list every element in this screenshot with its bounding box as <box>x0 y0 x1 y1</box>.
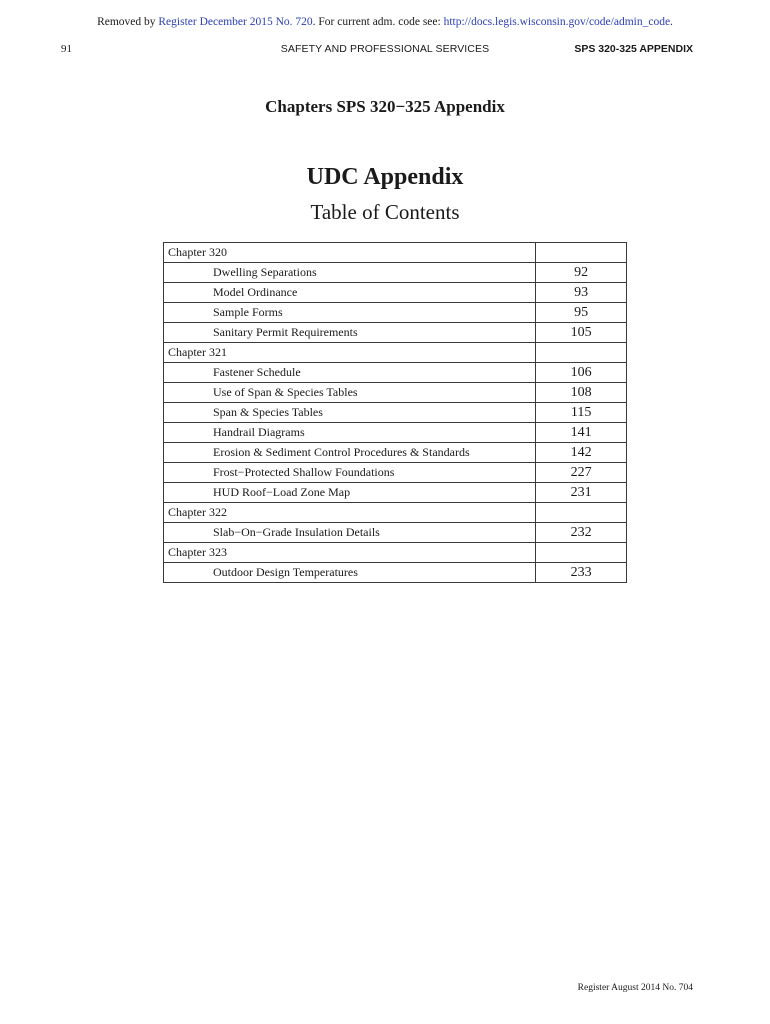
toc-label-cell <box>164 263 536 283</box>
toc-label-cell <box>164 363 536 383</box>
toc-entry-label: Slab−On−Grade Insulation Details <box>213 525 380 539</box>
toc-entry-label: Fastener Schedule <box>213 365 301 379</box>
toc-page-number: 108 <box>536 383 627 403</box>
toc-label-cell <box>164 303 536 323</box>
admin-code-url-link[interactable]: http://docs.legis.wisconsin.gov/code/admin_code <box>443 16 671 28</box>
toc-entry-row <box>164 303 627 323</box>
toc-entry-row <box>164 523 627 543</box>
removal-notice-suffix: . <box>670 16 673 28</box>
toc-entry-row <box>164 463 627 483</box>
toc-label-cell <box>164 423 536 443</box>
toc-entry-label: Use of Span & Species Tables <box>213 385 358 399</box>
toc-entry-label: Span & Species Tables <box>213 405 323 419</box>
toc-page-number: 95 <box>536 303 627 323</box>
section-tag: SPS 320-325 APPENDIX <box>574 43 693 55</box>
toc-label-cell <box>164 383 536 403</box>
toc-label-cell <box>164 243 536 263</box>
toc-chapter-row <box>164 503 627 523</box>
toc-entry-row <box>164 443 627 463</box>
toc-label-cell <box>164 323 536 343</box>
toc-page-number <box>536 503 627 523</box>
toc-chapter-row <box>164 343 627 363</box>
toc-page-number <box>536 243 627 263</box>
removal-notice <box>0 16 770 28</box>
chapter-label: Chapter 322 <box>168 505 227 519</box>
toc-page-number: 231 <box>536 483 627 503</box>
toc-entry-label: Sample Forms <box>213 305 283 319</box>
toc-label-cell <box>164 523 536 543</box>
toc-page-number <box>536 543 627 563</box>
removal-notice-middle: . For current adm. code see: <box>312 16 444 28</box>
toc-entry-row <box>164 363 627 383</box>
toc-page-number: 106 <box>536 363 627 383</box>
toc-page-number: 232 <box>536 523 627 543</box>
removal-notice-prefix: Removed by <box>97 16 159 28</box>
toc-entry-label: Handrail Diagrams <box>213 425 305 439</box>
toc-label-cell <box>164 503 536 523</box>
toc-entry-label: Outdoor Design Temperatures <box>213 565 358 579</box>
toc-chapter-row <box>164 543 627 563</box>
chapter-label: Chapter 321 <box>168 345 227 359</box>
toc-page-number: 105 <box>536 323 627 343</box>
toc-entry-label: Frost−Protected Shallow Foundations <box>213 465 395 479</box>
toc-entry-row <box>164 263 627 283</box>
toc-entry-row <box>164 483 627 503</box>
chapters-heading: Chapters SPS 320−325 Appendix <box>265 97 505 116</box>
toc-entry-row <box>164 383 627 403</box>
toc-label-cell <box>164 563 536 583</box>
toc-entry-row <box>164 283 627 303</box>
page-number: 91 <box>61 43 72 55</box>
toc-label-cell <box>164 483 536 503</box>
toc-page-number: 93 <box>536 283 627 303</box>
toc-chapter-row <box>164 243 627 263</box>
toc-entry-label: Sanitary Permit Requirements <box>213 325 358 339</box>
register-link[interactable]: Register December 2015 No. 720 <box>158 16 313 28</box>
toc-page-number: 92 <box>536 263 627 283</box>
toc-label-cell <box>164 283 536 303</box>
toc-entry-label: HUD Roof−Load Zone Map <box>213 485 351 499</box>
page-header <box>0 43 770 59</box>
toc-page-number: 227 <box>536 463 627 483</box>
toc-page-number: 141 <box>536 423 627 443</box>
chapter-label: Chapter 323 <box>168 545 227 559</box>
toc-entry-row <box>164 323 627 343</box>
toc-label-cell <box>164 403 536 423</box>
chapter-label: Chapter 320 <box>168 245 227 259</box>
toc-entry-row <box>164 403 627 423</box>
document-title: UDC Appendix <box>306 164 464 190</box>
toc-entry-label: Model Ordinance <box>213 285 298 299</box>
toc-page-number: 115 <box>536 403 627 423</box>
toc-entry-row <box>164 423 627 443</box>
document-subtitle: Table of Contents <box>310 200 460 224</box>
toc-label-cell <box>164 463 536 483</box>
toc-page-number <box>536 343 627 363</box>
toc-label-cell <box>164 543 536 563</box>
toc-entry-row <box>164 563 627 583</box>
toc-label-cell <box>164 343 536 363</box>
running-title: SAFETY AND PROFESSIONAL SERVICES <box>280 43 490 55</box>
toc-body <box>164 243 627 583</box>
toc-label-cell <box>164 443 536 463</box>
toc-entry-label: Erosion & Sediment Control Procedures & Standards <box>213 445 470 459</box>
toc-entry-label: Dwelling Separations <box>213 265 317 279</box>
table-of-contents <box>163 242 627 583</box>
toc-page-number: 142 <box>536 443 627 463</box>
register-footer: Register August 2014 No. 704 <box>577 983 693 993</box>
toc-page-number: 233 <box>536 563 627 583</box>
